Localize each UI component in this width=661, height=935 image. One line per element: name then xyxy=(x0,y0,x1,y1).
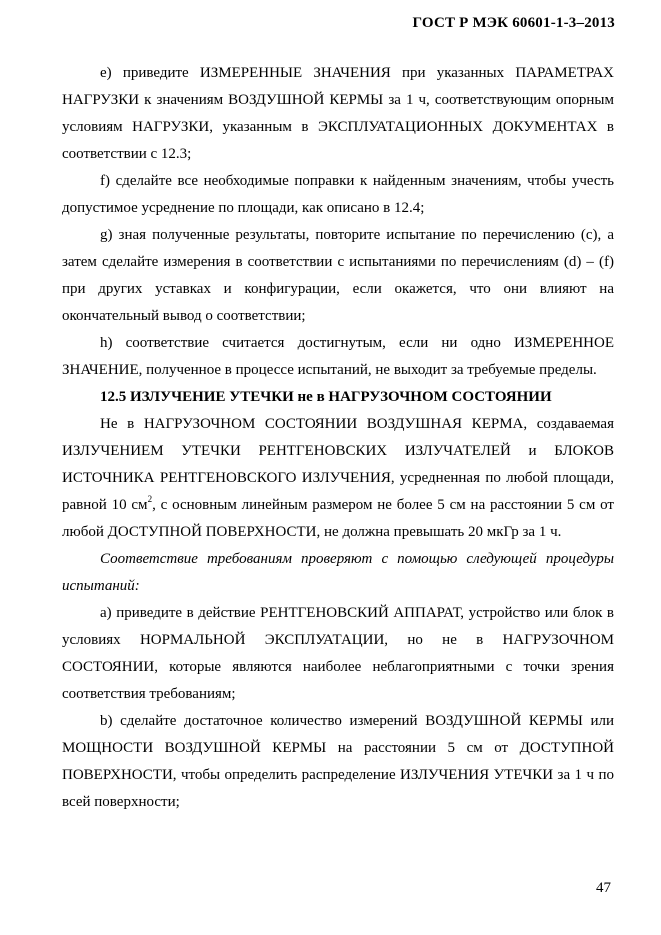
compliance-intro: Соответствие требованиям проверяют с помощью следующей процедуры испытаний: xyxy=(62,551,614,594)
section-heading: 12.5 ИЗЛУЧЕНИЕ УТЕЧКИ не в НАГРУЗОЧНОМ СОСТОЯНИИ xyxy=(100,389,552,405)
superscript-2: 2 xyxy=(147,494,153,504)
list-item-a: а) приведите в действие РЕНТГЕНОВСКИЙ АППАРАТ, устройство или блок в условиях НОРМАЛЬНОЙ ЭКСПЛУАТАЦИИ, но не в НАГРУЗОЧНОМ СОСТОЯНИИ, которые являются наиболее неблагоприятными с точки зрения соответствия требованиям; xyxy=(62,605,614,702)
list-item-g: g) зная полученные результаты, повторите испытание по перечислению (с), а затем сделайте измерения в соответствии с испытаниями по перечислениям (d) – (f) при других уставках и конфигурации, если окажется, что они влияют на окончательный вывод о соответствии; xyxy=(62,227,614,324)
list-item-f: f) сделайте все необходимые поправки к найденным значениям, чтобы учесть допустимое усреднение по площади, как описано в 12.4; xyxy=(62,173,614,216)
section-paragraph-text-2: , с основным линейным размером не более 5 см на расстоянии 5 см от любой ДОСТУПНОЙ ПОВЕРХНОСТИ, не должна превышать 20 мкГр за 1 ч. xyxy=(62,497,614,540)
list-item-h: h) соответствие считается достигнутым, если ни одно ИЗМЕРЕННОЕ ЗНАЧЕНИЕ, полученное в процессе испытаний, не выходит за требуемые пределы. xyxy=(62,335,614,378)
section-paragraph xyxy=(62,411,614,546)
page-number: 47 xyxy=(596,880,611,896)
list-item-e: е) приведите ИЗМЕРЕННЫЕ ЗНАЧЕНИЯ при указанных ПАРАМЕТРАХ НАГРУЗКИ к значениям ВОЗДУШНОЙ КЕРМЫ за 1 ч, соответствующим опорным условиям НАГРУЗКИ, указанным в ЭКСПЛУАТАЦИОННЫХ ДОКУМЕНТАХ в соответствии с 12.3; xyxy=(62,65,614,162)
section-paragraph-text-1: Не в НАГРУЗОЧНОМ СОСТОЯНИИ ВОЗДУШНАЯ КЕРМА, создаваемая ИЗЛУЧЕНИЕМ УТЕЧКИ РЕНТГЕНОВСКИХ ИЗЛУЧАТЕЛЕЙ и БЛОКОВ ИСТОЧНИКА РЕНТГЕНОВСКОГО ИЗЛУЧЕНИЯ, усредненная по любой площади, равной 10 см xyxy=(62,416,614,513)
list-item-b: b) сделайте достаточное количество измерений ВОЗДУШНОЙ КЕРМЫ или МОЩНОСТИ ВОЗДУШНОЙ КЕРМЫ на расстоянии 5 см от ДОСТУПНОЙ ПОВЕРХНОСТИ, чтобы определить распределение ИЗЛУЧЕНИЯ УТЕЧКИ за 1 ч по всей поверхности; xyxy=(62,713,614,810)
document-body xyxy=(62,60,614,816)
document-header: ГОСТ Р МЭК 60601-1-3–2013 xyxy=(412,15,615,31)
